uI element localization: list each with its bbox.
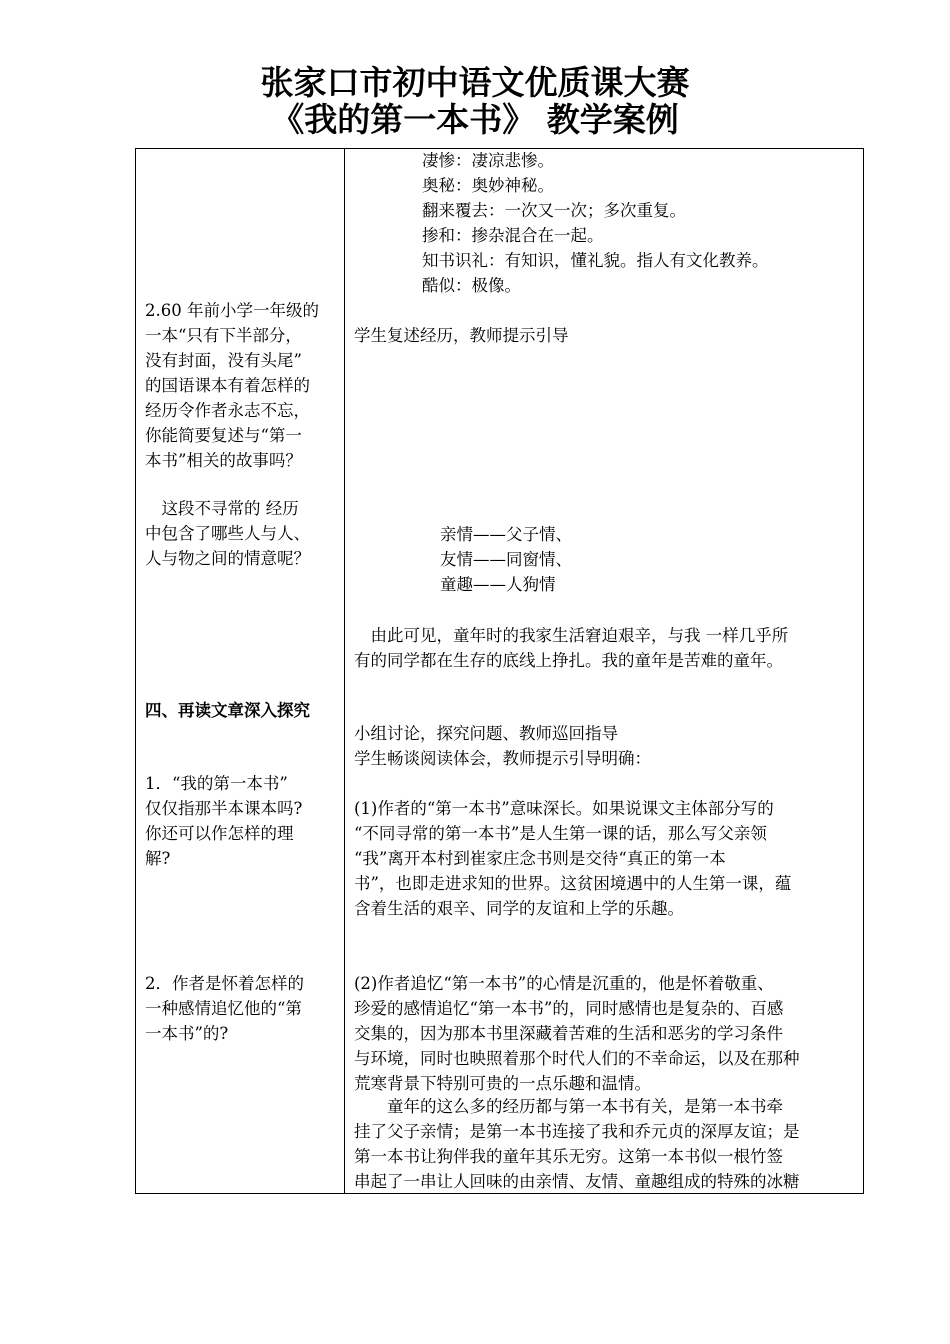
document-title-line-1: 张家口市初中语文优质课大赛: [260, 63, 690, 102]
emotion-list: 亲情——父子情、 友情——同窗情、 童趣——人狗情: [440, 525, 572, 594]
vocab-item: 酷似：极像。: [422, 276, 521, 295]
vocab-item: 奥秘：奥妙神秘。: [422, 176, 554, 195]
vocab-item: 掺和：掺杂混合在一起。: [422, 226, 604, 245]
answer-3: 童年的这么多的经历都与第一本书有关，是第一本书牵 挂了父子亲情；是第一本书连接了我和乔元贞的深厚友谊；是 第一本书让狗伴我的童年其乐无穷。这第一本书似一根竹签 串起了一串让人回味的由亲情、友情、童趣组成的特殊的冰糖: [354, 1097, 800, 1191]
retell-instruction: 学生复述经历，教师提示引导: [354, 326, 569, 345]
document-title-line-2: 《我的第一本书》 教学案例: [271, 100, 679, 139]
question-2: 2.60 年前小学一年级的 一本“只有下半部分， 没有封面，没有头尾” 的国语课本有着怎样的 经历令作者永志不忘， 你能简要复述与“第一 本书”相关的故事吗？: [145, 301, 319, 470]
question-p1: 1．“我的第一本书” 仅仅指那半本课本吗? 你还可以作怎样的理 解?: [145, 774, 303, 868]
vocab-item: 凄惨：凄凉悲惨。: [422, 151, 554, 170]
discussion-instruction: 小组讨论，探究问题、教师巡回指导 学生畅谈阅读体会，教师提示引导明确：: [354, 724, 651, 768]
question-2-followup: 这段不寻常的 经历 中包含了哪些人与人、 人与物之间的情意呢？: [145, 499, 310, 568]
question-p2: 2．作者是怀着怎样的 一种感情追忆他的“第 一本书”的?: [145, 974, 304, 1043]
summary-paragraph: 由此可见，童年时的我家生活窘迫艰辛，与我 一样几乎所 有的同学都在生存的底线上挣扎。我的童年是苦难的童年。: [354, 626, 789, 670]
answer-2: (2)作者追忆“第一本书”的心情是沉重的，他是怀着敬重、 珍爱的感情追忆“第一本书”的，同时感情也是复杂的、百感 交集的，因为那本书里深藏着苦难的生活和恶劣的学习条件 与环境，同时也映照着那个时代人们的不幸命运，以及在那种 荒寒背景下特别可贵的一点乐趣和温情。: [354, 974, 800, 1093]
vocab-item: 翻来覆去：一次又一次；多次重复。: [422, 201, 686, 220]
vocabulary-list: [422, 148, 769, 298]
answer-1: (1)作者的“第一本书”意味深长。如果说课文主体部分写的 “不同寻常的第一本书”是人生第一课的话，那么写父亲领 “我”离开本村到崔家庄念书则是交待“真正的第一本 书”，也即走进求知的世界。这贫困境遇中的人生第一课，蕴 含着生活的艰辛、同学的友谊和上学的乐趣。: [354, 799, 792, 918]
lesson-table: [135, 148, 864, 1194]
section-4-heading: 四、再读文章深入探究: [145, 701, 310, 720]
column-divider: [344, 149, 345, 1193]
vocab-item: 知书识礼：有知识，懂礼貌。指人有文化教养。: [422, 251, 769, 270]
